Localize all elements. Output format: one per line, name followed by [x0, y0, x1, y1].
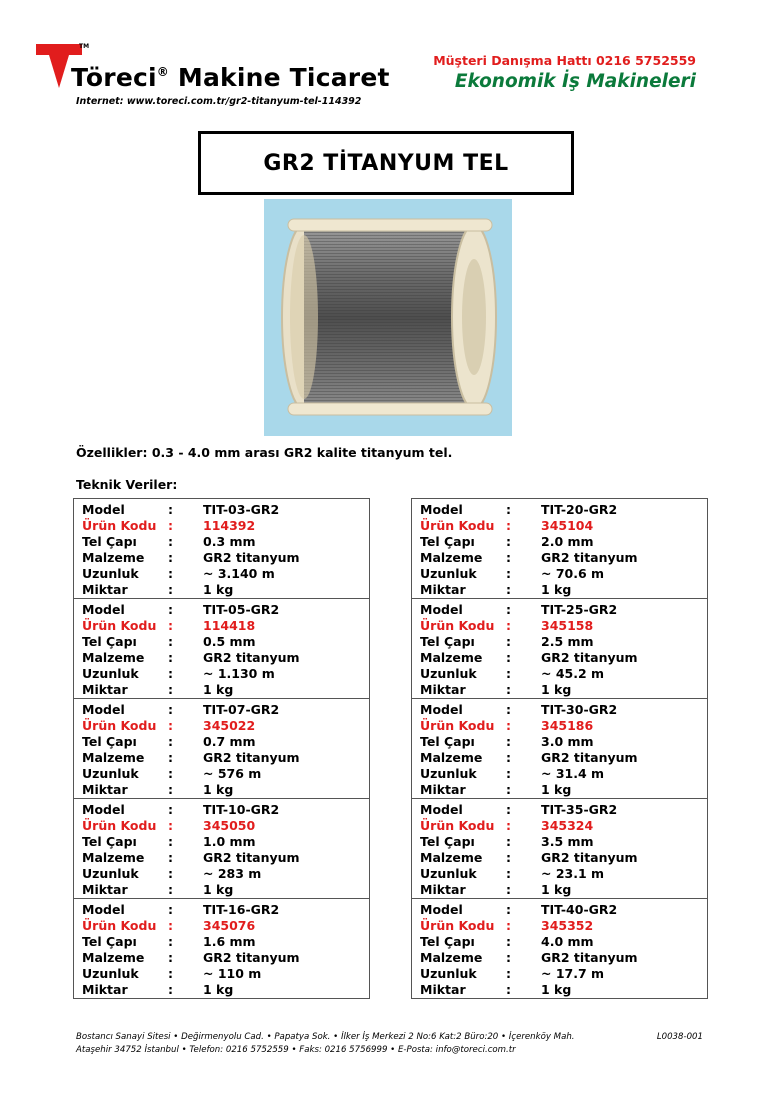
spec-row-length [412, 565, 707, 581]
material-value: GR2 titanyum [203, 549, 300, 565]
model-value: TIT-40-GR2 [541, 901, 618, 917]
label-quantity: Miktar [82, 881, 128, 897]
label-model: Model [82, 801, 125, 817]
colon: : [506, 733, 511, 749]
colon: : [506, 665, 511, 681]
colon: : [506, 833, 511, 849]
spec-row-diameter [412, 833, 707, 849]
spec-row-quantity [412, 581, 707, 597]
spec-row-material [412, 849, 707, 865]
diameter-value: 0.7 mm [203, 733, 256, 749]
features-text: Özellikler: 0.3 - 4.0 mm arası GR2 kalite titanyum tel. [76, 445, 453, 460]
colon: : [506, 765, 511, 781]
label-diameter: Tel Çapı [82, 933, 137, 949]
spec-row-diameter [74, 733, 369, 749]
label-code: Ürün Kodu [420, 517, 495, 533]
code-value: 345186 [541, 717, 594, 733]
spec-table-left [73, 498, 370, 999]
colon: : [506, 717, 511, 733]
colon: : [168, 733, 173, 749]
spec-row-length [412, 765, 707, 781]
label-material: Malzeme [420, 949, 483, 965]
label-quantity: Miktar [82, 681, 128, 697]
label-material: Malzeme [82, 749, 145, 765]
colon: : [168, 649, 173, 665]
model-value: TIT-30-GR2 [541, 701, 618, 717]
model-value: TIT-25-GR2 [541, 601, 618, 617]
quantity-value: 1 kg [203, 981, 234, 997]
label-quantity: Miktar [82, 581, 128, 597]
diameter-value: 0.5 mm [203, 633, 256, 649]
spec-row-length [74, 765, 369, 781]
spec-row-code [74, 717, 369, 733]
spec-table-right [411, 498, 708, 999]
label-model: Model [420, 901, 463, 917]
quantity-value: 1 kg [203, 881, 234, 897]
spec-row-model [74, 701, 369, 717]
spec-row-diameter [74, 533, 369, 549]
label-quantity: Miktar [420, 681, 466, 697]
code-value: 345158 [541, 617, 594, 633]
spec-row-model [74, 901, 369, 917]
spec-row-model [412, 901, 707, 917]
spec-row-model [74, 601, 369, 617]
diameter-value: 3.0 mm [541, 733, 594, 749]
label-length: Uzunluk [420, 565, 477, 581]
colon: : [506, 617, 511, 633]
spec-row-quantity [412, 681, 707, 697]
spec-block [74, 898, 369, 998]
colon: : [168, 965, 173, 981]
diameter-value: 3.5 mm [541, 833, 594, 849]
spec-row-material [74, 649, 369, 665]
colon: : [168, 533, 173, 549]
spec-row-length [74, 965, 369, 981]
label-model: Model [82, 701, 125, 717]
code-value: 345022 [203, 717, 256, 733]
spec-row-quantity [74, 981, 369, 997]
label-quantity: Miktar [82, 781, 128, 797]
spec-block [412, 798, 707, 898]
colon: : [506, 949, 511, 965]
spec-row-quantity [412, 981, 707, 997]
label-length: Uzunluk [420, 965, 477, 981]
label-quantity: Miktar [420, 581, 466, 597]
colon: : [168, 981, 173, 997]
label-diameter: Tel Çapı [420, 733, 475, 749]
colon: : [506, 549, 511, 565]
spec-row-diameter [412, 533, 707, 549]
length-value: ~ 17.7 m [541, 965, 605, 981]
label-code: Ürün Kodu [82, 517, 157, 533]
diameter-value: 0.3 mm [203, 533, 256, 549]
spec-row-model [74, 501, 369, 517]
label-model: Model [82, 601, 125, 617]
spec-row-material [412, 949, 707, 965]
colon: : [506, 633, 511, 649]
colon: : [168, 581, 173, 597]
colon: : [506, 749, 511, 765]
colon: : [168, 633, 173, 649]
code-value: 345076 [203, 917, 256, 933]
colon: : [506, 581, 511, 597]
code-value: 345352 [541, 917, 594, 933]
label-code: Ürün Kodu [420, 717, 495, 733]
label-length: Uzunluk [82, 565, 139, 581]
spec-row-material [412, 649, 707, 665]
colon: : [506, 701, 511, 717]
label-quantity: Miktar [420, 881, 466, 897]
material-value: GR2 titanyum [203, 749, 300, 765]
spec-row-code [412, 617, 707, 633]
spec-row-code [412, 917, 707, 933]
label-diameter: Tel Çapı [420, 533, 475, 549]
colon: : [168, 765, 173, 781]
label-code: Ürün Kodu [82, 917, 157, 933]
label-diameter: Tel Çapı [82, 633, 137, 649]
spec-row-code [74, 617, 369, 633]
length-value: ~ 31.4 m [541, 765, 605, 781]
quantity-value: 1 kg [203, 581, 234, 597]
colon: : [506, 981, 511, 997]
label-length: Uzunluk [82, 665, 139, 681]
label-material: Malzeme [82, 849, 145, 865]
label-diameter: Tel Çapı [420, 833, 475, 849]
length-value: ~ 45.2 m [541, 665, 605, 681]
spec-row-diameter [74, 833, 369, 849]
spec-row-code [74, 817, 369, 833]
colon: : [168, 817, 173, 833]
spec-row-diameter [74, 933, 369, 949]
colon: : [506, 649, 511, 665]
colon: : [506, 933, 511, 949]
label-length: Uzunluk [82, 865, 139, 881]
model-value: TIT-16-GR2 [203, 901, 280, 917]
label-code: Ürün Kodu [82, 717, 157, 733]
length-value: ~ 3.140 m [203, 565, 275, 581]
model-value: TIT-35-GR2 [541, 801, 618, 817]
spec-block [74, 499, 369, 598]
spec-row-material [74, 949, 369, 965]
material-value: GR2 titanyum [541, 849, 638, 865]
spec-row-length [74, 565, 369, 581]
spec-row-model [412, 601, 707, 617]
spec-block [74, 698, 369, 798]
quantity-value: 1 kg [541, 681, 572, 697]
label-code: Ürün Kodu [82, 817, 157, 833]
spec-row-length [74, 865, 369, 881]
spec-row-code [412, 717, 707, 733]
label-code: Ürün Kodu [420, 617, 495, 633]
colon: : [168, 717, 173, 733]
colon: : [168, 549, 173, 565]
company-name-rest: Makine Ticaret [168, 63, 390, 92]
spec-row-code [74, 917, 369, 933]
spec-block [74, 598, 369, 698]
page-url: Internet: www.toreci.com.tr/gr2-titanyum-tel-114392 [76, 96, 362, 107]
spec-row-material [412, 749, 707, 765]
label-length: Uzunluk [82, 765, 139, 781]
diameter-value: 1.6 mm [203, 933, 256, 949]
colon: : [168, 517, 173, 533]
material-value: GR2 titanyum [203, 949, 300, 965]
colon: : [506, 817, 511, 833]
footer-address-line-1: Bostancı Sanayi Sitesi • Değirmenyolu Cad. • Papatya Sok. • İlker İş Merkezi 2 No:6 Kat:2 Büro:20 • İçerenköy Mah. [76, 1032, 575, 1042]
colon: : [168, 933, 173, 949]
colon: : [168, 901, 173, 917]
quantity-value: 1 kg [541, 581, 572, 597]
colon: : [506, 849, 511, 865]
colon: : [168, 917, 173, 933]
label-material: Malzeme [420, 549, 483, 565]
model-value: TIT-03-GR2 [203, 501, 280, 517]
model-value: TIT-20-GR2 [541, 501, 618, 517]
colon: : [168, 749, 173, 765]
colon: : [168, 781, 173, 797]
quantity-value: 1 kg [203, 781, 234, 797]
label-length: Uzunluk [82, 965, 139, 981]
document-code: L0038-001 [656, 1032, 703, 1042]
spec-block [412, 499, 707, 598]
code-value: 114392 [203, 517, 256, 533]
spec-row-quantity [74, 681, 369, 697]
label-diameter: Tel Çapı [420, 633, 475, 649]
colon: : [506, 517, 511, 533]
company-name [71, 63, 390, 92]
colon: : [168, 681, 173, 697]
colon: : [168, 949, 173, 965]
spec-row-model [412, 701, 707, 717]
title-box [198, 131, 574, 195]
spec-row-diameter [412, 633, 707, 649]
material-value: GR2 titanyum [203, 649, 300, 665]
spec-row-model [412, 501, 707, 517]
spec-row-diameter [74, 633, 369, 649]
diameter-value: 2.5 mm [541, 633, 594, 649]
diameter-value: 2.0 mm [541, 533, 594, 549]
colon: : [506, 565, 511, 581]
label-quantity: Miktar [420, 781, 466, 797]
page-title: GR2 TİTANYUM TEL [263, 150, 509, 176]
length-value: ~ 283 m [203, 865, 262, 881]
colon: : [506, 601, 511, 617]
label-material: Malzeme [82, 649, 145, 665]
model-value: TIT-05-GR2 [203, 601, 280, 617]
spec-row-length [412, 865, 707, 881]
spec-row-quantity [74, 581, 369, 597]
colon: : [506, 917, 511, 933]
trademark-mark: TM [79, 43, 90, 50]
label-model: Model [420, 501, 463, 517]
tech-heading: Teknik Veriler: [76, 477, 178, 492]
colon: : [506, 965, 511, 981]
label-diameter: Tel Çapı [82, 733, 137, 749]
label-model: Model [420, 601, 463, 617]
code-value: 345324 [541, 817, 594, 833]
spec-row-length [412, 665, 707, 681]
label-material: Malzeme [420, 749, 483, 765]
spec-row-material [412, 549, 707, 565]
colon: : [506, 533, 511, 549]
code-value: 345104 [541, 517, 594, 533]
length-value: ~ 23.1 m [541, 865, 605, 881]
spec-block [412, 898, 707, 998]
spec-row-diameter [412, 933, 707, 949]
label-length: Uzunluk [420, 765, 477, 781]
colon: : [168, 801, 173, 817]
label-length: Uzunluk [420, 865, 477, 881]
label-material: Malzeme [420, 849, 483, 865]
colon: : [168, 833, 173, 849]
slogan: Ekonomik İş Makineleri [454, 71, 696, 92]
spec-block [412, 698, 707, 798]
colon: : [506, 881, 511, 897]
label-material: Malzeme [82, 949, 145, 965]
length-value: ~ 70.6 m [541, 565, 605, 581]
model-value: TIT-10-GR2 [203, 801, 280, 817]
material-value: GR2 titanyum [541, 549, 638, 565]
spec-block [412, 598, 707, 698]
colon: : [506, 901, 511, 917]
label-diameter: Tel Çapı [82, 533, 137, 549]
spec-row-model [74, 801, 369, 817]
logo-bar [36, 44, 82, 55]
label-length: Uzunluk [420, 665, 477, 681]
diameter-value: 1.0 mm [203, 833, 256, 849]
model-value: TIT-07-GR2 [203, 701, 280, 717]
spec-row-material [74, 849, 369, 865]
label-code: Ürün Kodu [82, 617, 157, 633]
material-value: GR2 titanyum [203, 849, 300, 865]
spec-row-material [74, 749, 369, 765]
label-code: Ürün Kodu [420, 917, 495, 933]
label-material: Malzeme [82, 549, 145, 565]
material-value: GR2 titanyum [541, 649, 638, 665]
length-value: ~ 1.130 m [203, 665, 275, 681]
colon: : [168, 849, 173, 865]
colon: : [506, 801, 511, 817]
company-name-main: Töreci [71, 63, 157, 92]
quantity-value: 1 kg [541, 881, 572, 897]
code-value: 345050 [203, 817, 256, 833]
spec-row-code [74, 517, 369, 533]
spec-row-material [74, 549, 369, 565]
colon: : [168, 601, 173, 617]
label-code: Ürün Kodu [420, 817, 495, 833]
label-model: Model [82, 501, 125, 517]
colon: : [168, 665, 173, 681]
label-quantity: Miktar [82, 981, 128, 997]
label-model: Model [82, 901, 125, 917]
spec-row-quantity [412, 881, 707, 897]
footer [76, 1031, 706, 1057]
spec-row-quantity [412, 781, 707, 797]
spec-row-quantity [74, 881, 369, 897]
label-quantity: Miktar [420, 981, 466, 997]
label-material: Malzeme [420, 649, 483, 665]
code-value: 114418 [203, 617, 256, 633]
logo-stem [49, 55, 69, 88]
colon: : [506, 781, 511, 797]
length-value: ~ 110 m [203, 965, 262, 981]
spec-row-code [412, 817, 707, 833]
quantity-value: 1 kg [541, 981, 572, 997]
colon: : [168, 501, 173, 517]
label-diameter: Tel Çapı [82, 833, 137, 849]
colon: : [168, 881, 173, 897]
footer-address-line-2: Ataşehir 34752 İstanbul • Telefon: 0216 5752559 • Faks: 0216 5756999 • E-Posta: info@toreci.com.tr [76, 1045, 516, 1055]
label-model: Model [420, 701, 463, 717]
colon: : [506, 501, 511, 517]
material-value: GR2 titanyum [541, 949, 638, 965]
label-diameter: Tel Çapı [420, 933, 475, 949]
product-image [264, 199, 512, 436]
colon: : [168, 617, 173, 633]
colon: : [506, 681, 511, 697]
material-value: GR2 titanyum [541, 749, 638, 765]
spec-row-length [412, 965, 707, 981]
diameter-value: 4.0 mm [541, 933, 594, 949]
spec-row-diameter [412, 733, 707, 749]
colon: : [168, 701, 173, 717]
registered-mark: ® [156, 65, 169, 79]
spec-row-length [74, 665, 369, 681]
label-model: Model [420, 801, 463, 817]
colon: : [168, 865, 173, 881]
quantity-value: 1 kg [541, 781, 572, 797]
spec-block [74, 798, 369, 898]
colon: : [506, 865, 511, 881]
length-value: ~ 576 m [203, 765, 262, 781]
spec-row-model [412, 801, 707, 817]
quantity-value: 1 kg [203, 681, 234, 697]
colon: : [168, 565, 173, 581]
customer-hotline: Müşteri Danışma Hattı 0216 5752559 [433, 53, 696, 68]
spec-row-quantity [74, 781, 369, 797]
spec-row-code [412, 517, 707, 533]
